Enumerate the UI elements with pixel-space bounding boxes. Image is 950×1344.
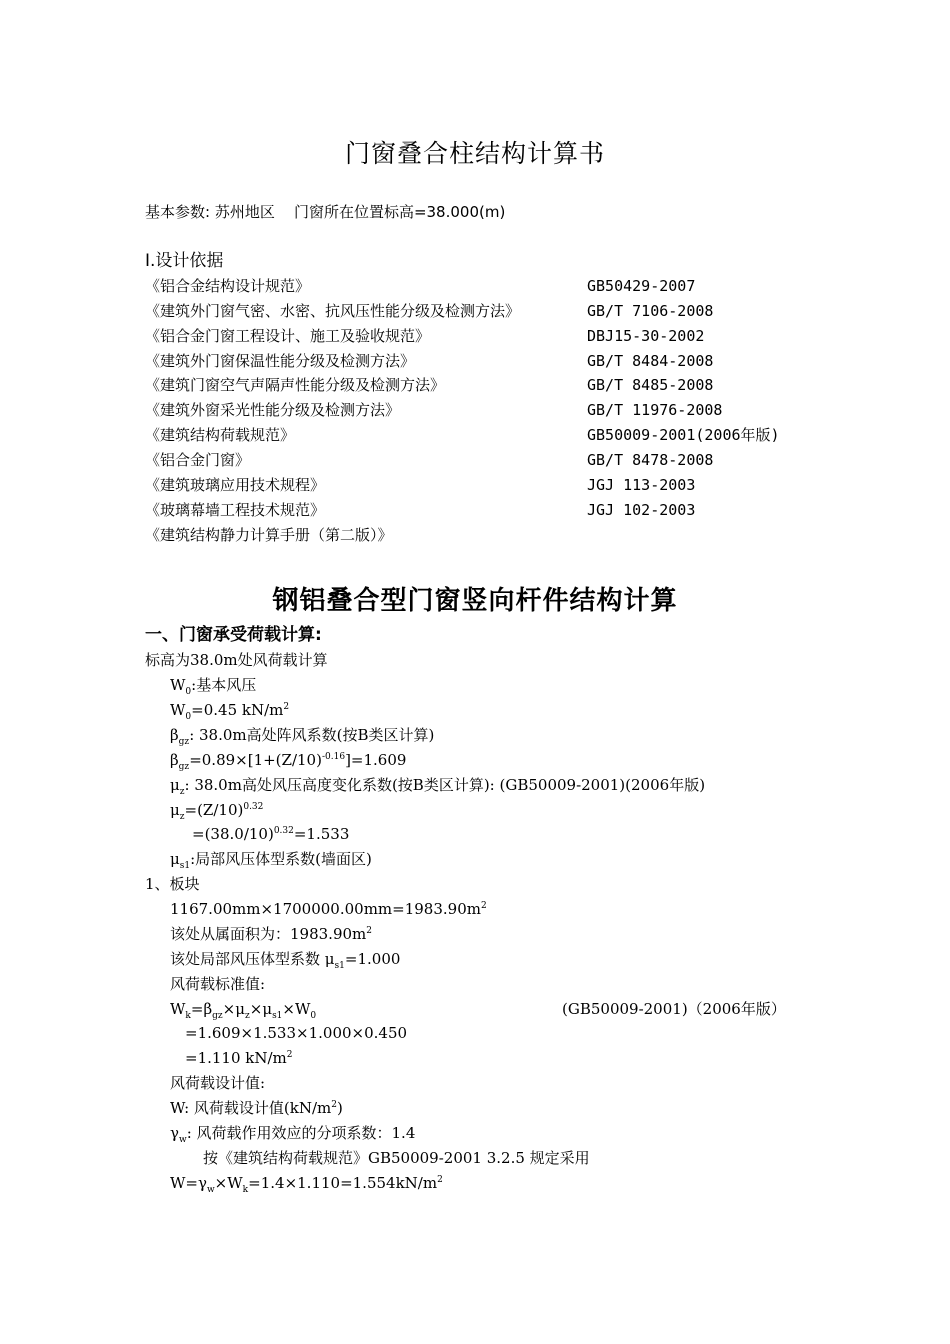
tributary-area: 该处从属面积为：$1983.90m^2$ [170,925,372,943]
panel-area: $1167.00mm\times 1700000.00mm=1983.90m^2$ [170,900,487,918]
design-wind-load-heading: 风荷载设计值: [170,1074,266,1092]
reference-code: GB/T 7106-2008 [587,302,714,320]
partial-factor-note: 按《建筑结构荷载规范》GB50009-2001 3.2.5 规定采用 [203,1149,590,1167]
panel-heading: 1、板块 [145,875,200,893]
reference-name: 《建筑结构静力计算手册（第二版）》 [145,526,393,544]
basic-parameters [145,202,505,222]
wk-formula: $W_k=\beta_{gz}\times\mu_z\times\mu_{s1}\times W_0$ [170,1000,317,1021]
partial-factor-definition: $\gamma_w$: 风荷载作用效应的分项系数：1.4 [170,1124,416,1145]
height-coefficient-definition: $\mu_z$: 38.0m高处风压高度变化系数(按B类区计算): (GB50009-2001)(2006年版) [170,776,706,797]
wk-step-2: =1.110 $kN/m^2$ [185,1049,293,1067]
elevation: 门窗所在位置标高=38.000(m) [293,203,506,221]
reference-code: JGJ 102-2003 [587,501,696,519]
height-coefficient-formula: $\mu_z=(Z/10)^{0.32}$ [170,801,264,822]
design-wind-load-formula: $W=\gamma_w\times W_k=1.4\times 1.110=1.554kN/m^2$ [170,1174,443,1195]
region: 苏州地区 [214,203,275,221]
reference-code: DBJ15-30-2002 [587,327,705,345]
gust-factor-definition: $\beta_{gz}$: 38.0m高处阵风系数(按B类区计算) [170,726,435,747]
w0-definition: $W_0$:基本风压 [170,676,257,697]
wind-load-intro: 标高为38.0m处风荷载计算 [145,651,328,669]
load-calculation-heading: 一、门窗承受荷载计算: [145,625,322,645]
w-definition: W: 风荷载设计值$(kN/m^2)$ [170,1099,343,1117]
reference-name: 《建筑外门窗气密、水密、抗风压性能分级及检测方法》 [145,302,521,320]
reference-name: 《玻璃幕墙工程技术规范》 [145,501,326,519]
section-title: 钢铝叠合型门窗竖向杆件结构计算 [272,586,678,616]
standard-wind-load-heading: 风荷载标准值: [170,975,266,993]
reference-code: JGJ 113-2003 [587,476,696,494]
height-coefficient-calc: $=(38.0/10)^{0.32}=1.533$ [192,825,350,843]
reference-name: 《建筑外门窗保温性能分级及检测方法》 [145,352,416,370]
reference-name: 《铝合金门窗工程设计、施工及验收规范》 [145,327,431,345]
reference-name: 《建筑外窗采光性能分级及检测方法》 [145,401,401,419]
reference-name: 《铝合金结构设计规范》 [145,277,311,295]
reference-code: GB50009-2001(2006年版) [587,426,780,444]
local-shape-coefficient: 该处局部风压体型系数 $\mu_{s1}=1.000$ [170,950,401,971]
gust-factor-formula: $\beta_{gz}=0.89\times[1+(Z/10)^{-0.16}]=1.609$ [170,751,407,772]
reference-name: 《建筑门窗空气声隔声性能分级及检测方法》 [145,376,446,394]
wk-code-reference: (GB50009-2001)（2006年版） [562,1000,786,1018]
shape-coefficient-definition: $\mu_{s1}$:局部风压体型系数(墙面区) [170,850,372,871]
reference-code: GB/T 8484-2008 [587,352,714,370]
reference-name: 《建筑玻璃应用技术规程》 [145,476,326,494]
reference-code: GB50429-2007 [587,277,696,295]
reference-name: 《建筑结构荷载规范》 [145,426,296,444]
reference-code: GB/T 11976-2008 [587,401,723,419]
reference-code: GB/T 8485-2008 [587,376,714,394]
document-title: 门窗叠合柱结构计算书 [344,139,605,168]
basic-params-label: 基本参数: [145,203,211,221]
section-design-basis-heading: Ⅰ.设计依据 [145,251,224,271]
reference-name: 《铝合金门窗》 [145,451,251,469]
reference-code: GB/T 8478-2008 [587,451,714,469]
w0-value: $W_0=0.45$ $kN/m^2$ [170,701,290,722]
wk-step-1: =1.609×1.533×1.000×0.450 [185,1024,408,1042]
